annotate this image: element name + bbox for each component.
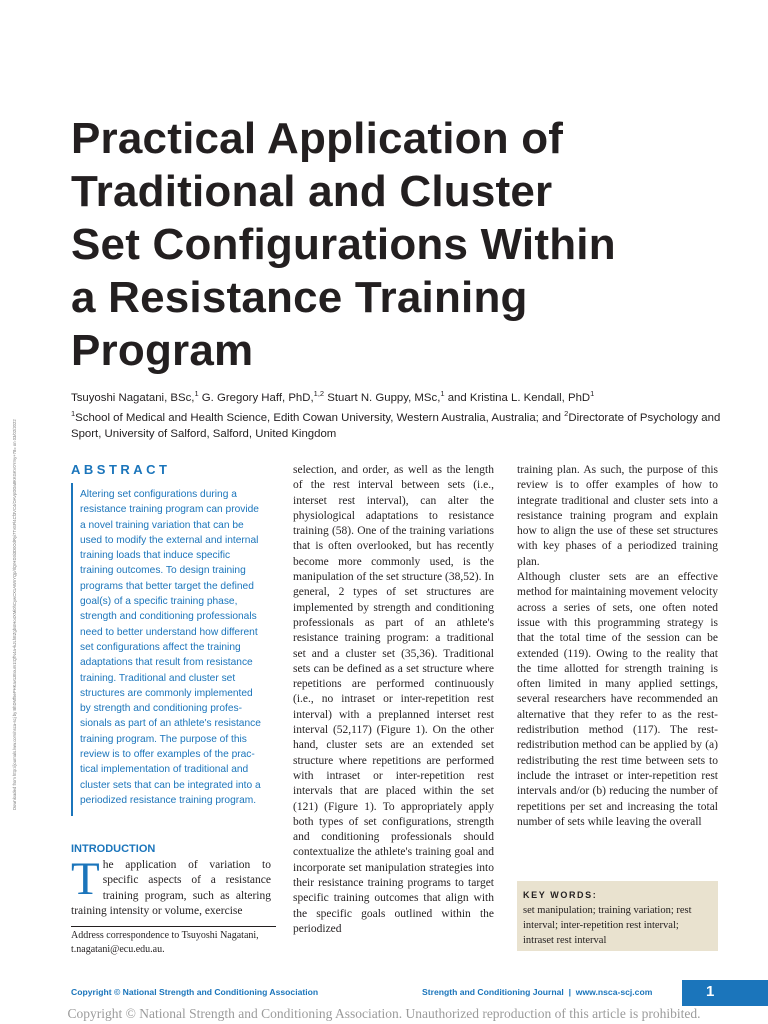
body-column-2: [293, 463, 494, 937]
download-note-text: Downloaded from http://journals.lww.com/nsca-scj by BhDMf5ePHKav1zEoum1tQfN4a+kJLhEZgbsIHo4XMi0hCywCX1AWnYQp/IlQrHD3i3D0OdRyi7TvSFl4Cf3VC4/OAVpDDa8KKGKV0Ymy+78= on 03/02/2022: [12, 419, 17, 810]
abstract-heading: ABSTRACT: [71, 462, 171, 477]
abstract-line: Altering set configurations during a: [80, 489, 237, 500]
title-line: Set Configurations Within: [71, 220, 616, 269]
abstract-line: training loads that induce specific: [80, 550, 231, 562]
correspondence-note: Address correspondence to Tsuyoshi Nagatani, t.nagatani@ecu.edu.au.: [71, 930, 259, 955]
abstract-body: [80, 487, 274, 808]
abstract-line: programs that better target the defined: [80, 580, 254, 592]
author-list: [71, 386, 731, 406]
page-number: 1: [706, 983, 715, 1000]
affiliation-text: School of Medical and Health Science, Edith Cowan University, Western Australia, Australia; and: [75, 412, 565, 425]
introduction-text: he application of variation to specific aspects of a resistance training program, such as altering training intensity or volume, exercise: [71, 859, 271, 917]
affiliation-superscript: 2: [564, 409, 569, 419]
abstract-rule: [71, 483, 73, 816]
author-block: [71, 386, 731, 442]
abstract-line: tical implementation of traditional and: [80, 764, 249, 776]
abstract-line: need to better understand how different: [80, 626, 258, 638]
abstract-line: goal(s) of a specific training phase,: [80, 596, 238, 608]
title-line: Traditional and Cluster: [71, 167, 553, 216]
abstract-line: strength and conditioning professionals: [80, 611, 257, 623]
abstract-line: used to modify the external and internal: [80, 534, 259, 546]
abstract-line: cluster sets that can be integrated into a: [80, 779, 261, 791]
author-superscript: 1,2: [313, 389, 325, 398]
title-line: Practical Application of: [71, 114, 564, 163]
abstract-line: set configurations affect the training: [80, 641, 241, 653]
journal-name: Strength and Conditioning Journal: [422, 987, 564, 997]
copyright-watermark: Copyright © National Strength and Conditioning Association. Unauthorized reproduction of this article is prohibited.: [67, 1006, 701, 1021]
body-paragraph: Although cluster sets are an effective method for maintaining movement velocity across a series of sets, one often noted issue with this programming strategy is that the total time of the session can be extended (119). Owing to the reality that the time allotted for strength training is often limited in many applied settings, several researchers have recommended an alternative that they refer to as the rest-redistribution method (117). The rest-redistribution method can be applied by (a) redistributing the rest time between sets to include the intraset or inter-repetition rest intervals and/or (b) reducing the number of repetitions per set and increasing the total number of sets while leaving the overall: [517, 571, 718, 828]
author-name: Stuart N. Guppy, MSc,: [324, 391, 441, 404]
body-paragraph: selection, and order, as well as the length of the rest interval between sets (i.e., interset rest interval), can alter the physiological adaptations to resistance training (58). One of the training variations that is often overlooked, but has recently become more commonly used, is the manipulation of the set structure (38,52). In general, 2 types of set structures are implemented by strength and conditioning professionals as part of an athlete's resistance training program: a traditional set and a cluster set (35,36). Traditional sets can be defined as a set structure where repetitions are performed continuously (i.e., no intraset or inter-repetition rest interval) with a preplanned interset rest interval (52,117) (Figure 1). On the other hand, cluster sets are an extended set structure where repetitions are performed with intraset or inter-repetition rest intervals that are placed within the set (121) (Figure 1). To appropriately apply both types of set configurations, strength and conditioning professionals should contextualize the athlete's training goal and incorporate set manipulation strategies into their resistance training programs to target specific training outcomes that align with the specific goals outlined within the periodized: [293, 464, 494, 935]
abstract-line: training. Traditional and cluster set: [80, 672, 236, 684]
author-superscript: 1: [590, 389, 595, 398]
article-title: [71, 112, 741, 377]
drop-cap: T: [71, 853, 100, 905]
body-column-3: [517, 463, 718, 830]
affiliation-text: Directorate of Psychology and Sport, University of Salford, Salford, United Kingdom: [71, 412, 721, 440]
footer-copyright: Copyright © National Strength and Conditioning Association: [71, 987, 319, 997]
abstract-line: sionals as part of an athlete's resistance: [80, 718, 261, 730]
abstract-line: a novel training variation that can be: [80, 519, 244, 531]
abstract-line: adaptations that result from resistance: [80, 657, 253, 669]
abstract-line: structures are commonly implemented: [80, 687, 253, 699]
abstract-line: by strength and conditioning profes-: [80, 703, 242, 715]
abstract-line: review is to offer examples of the prac-: [80, 749, 255, 761]
keywords-text: set manipulation; training variation; rest interval; inter-repetition rest interval; intraset rest interval: [523, 905, 692, 946]
footer-separator: |: [568, 987, 571, 997]
correspondence-divider: [71, 926, 276, 927]
author-name: and Kristina L. Kendall, PhD: [444, 391, 591, 404]
abstract-line: training outcomes. To design training: [80, 565, 246, 577]
keywords-box: [517, 881, 718, 951]
abstract-line: resistance training program can provide: [80, 504, 259, 516]
journal-url[interactable]: www.nsca-scj.com: [575, 987, 653, 997]
author-name: Tsuyoshi Nagatani, BSc,: [71, 391, 195, 404]
title-line: a Resistance Training: [71, 273, 528, 322]
footer-journal: [422, 987, 652, 997]
title-line: Program: [71, 326, 254, 375]
author-superscript: 1: [194, 389, 199, 398]
affiliation-superscript: 1: [71, 409, 76, 419]
introduction-heading: INTRODUCTION: [71, 843, 156, 855]
body-paragraph: training plan. As such, the purpose of this review is to offer examples of how to integrate traditional and cluster sets into a resistance training program and explain how to align the use of these set structures with key phases of a periodized training plan.: [517, 464, 718, 568]
page-number-box: [682, 980, 768, 1006]
author-name: G. Gregory Haff, PhD,: [198, 391, 314, 404]
author-superscript: 1: [440, 389, 445, 398]
download-note: [2, 250, 17, 810]
introduction-body: [71, 853, 271, 919]
keywords-heading: KEY WORDS:: [523, 890, 598, 900]
abstract-line: training program. The purpose of this: [80, 733, 247, 745]
abstract-line: periodized resistance training program.: [80, 794, 257, 806]
affiliations: [71, 406, 731, 442]
